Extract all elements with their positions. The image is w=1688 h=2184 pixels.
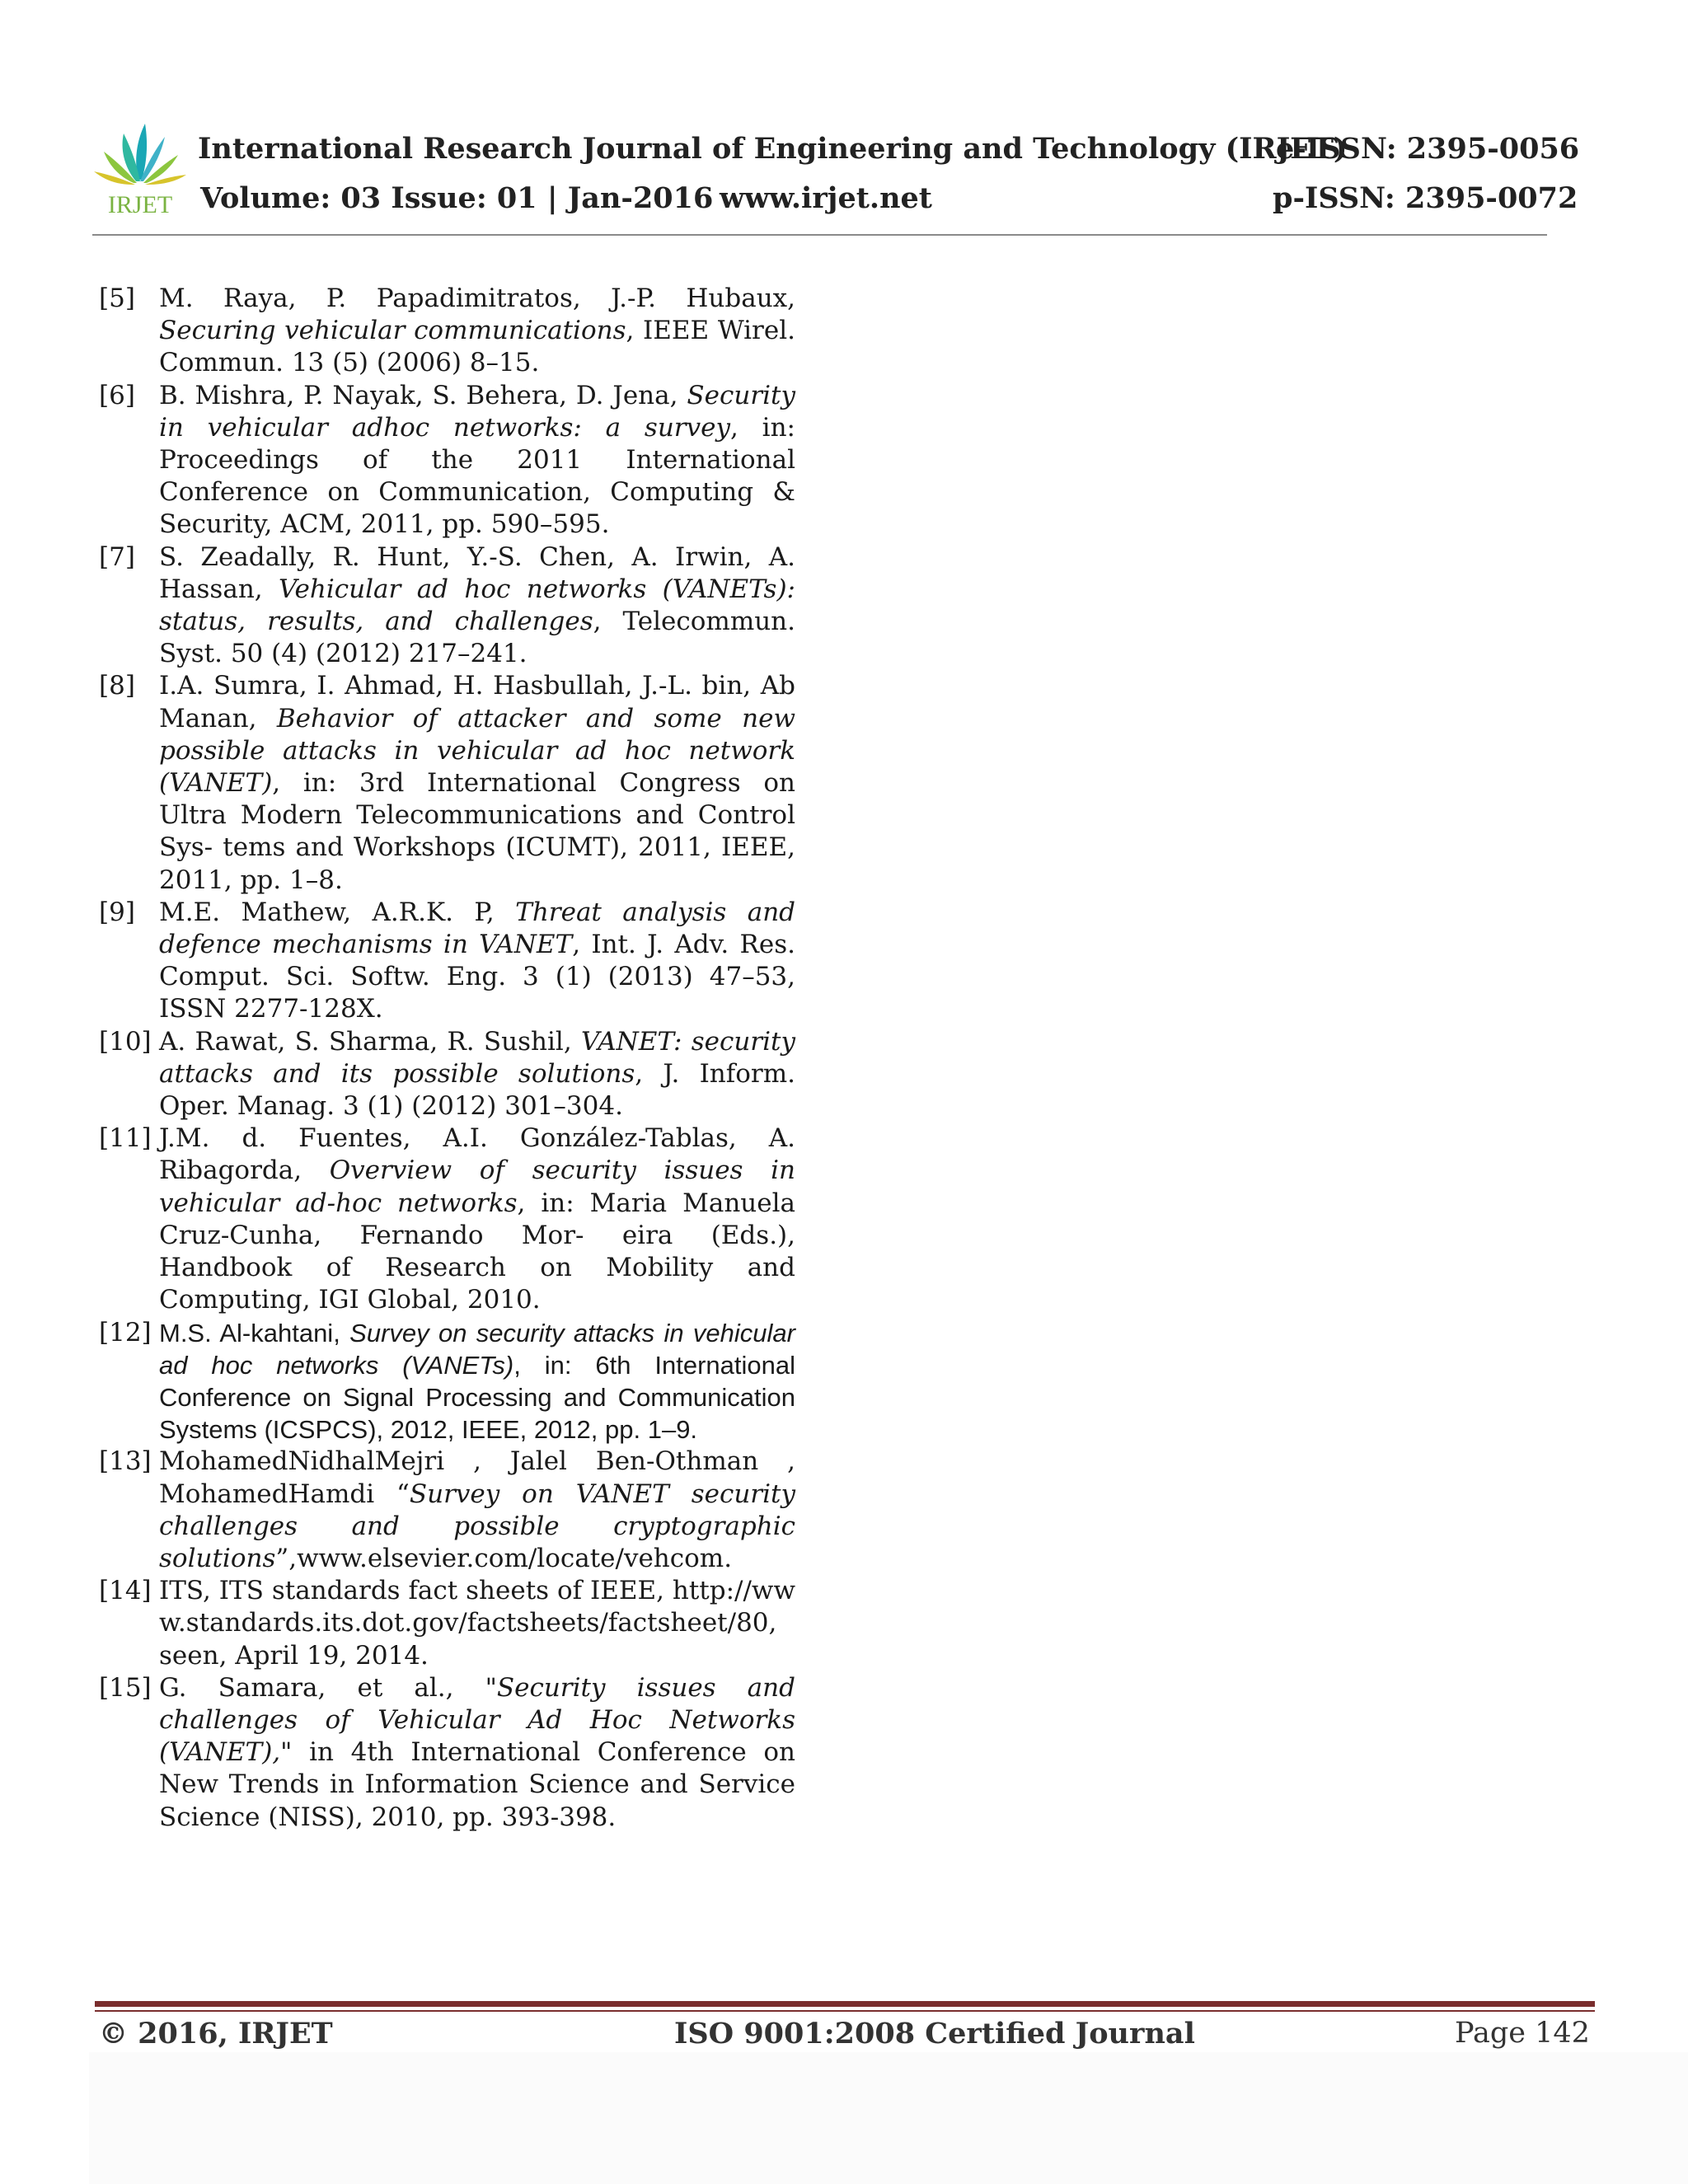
reference-text: M.E. Mathew, A.R.K. P, Threat analysis and defence mechanisms in VANET, Int. J. Adv. Res. Comput. Sci. Softw. Eng. 3 (1) (2013) 47–53, ISSN 2277-128X. xyxy=(159,897,796,1024)
reference-text: MohamedNidhalMejri , Jalel Ben-Othman , MohamedHamdi “Survey on VANET security challenges and possible cryptographic solutions”,www.elsevier.com/locate/vehcom. xyxy=(159,1446,795,1573)
reference-text: B. Mishra, P. Nayak, S. Behera, D. Jena, Security in vehicular adhoc networks: a survey, in: Proceedings of the 2011 International Conference on Communication, Computing & Security, ACM, 2011, pp. 590–595. xyxy=(159,380,795,540)
logo-wordmark: IRJET xyxy=(107,191,173,218)
reference-text: J.M. d. Fuentes, A.I. González-Tablas, A. Ribagorda, Overview of security issues in vehicular ad-hoc networks, in: Maria Manuela Cruz-Cunha, Fernando Mor- eira (Eds.), Handbook of Research on Mobility and Computing, IGI Global, 2010. xyxy=(159,1123,796,1315)
reference-text: I.A. Sumra, I. Ahmad, H. Hasbullah, J.-L. bin, Ab Manan, Behavior of attacker and some new possible attacks in vehicular ad hoc network (VANET), in: 3rd International Congress on Ultra Modern Telecommunications and Control Sys- tems and Workshops (ICUMT), 2011, IEEE, 2011, pp. 1–8. xyxy=(159,671,795,895)
footer-divider-thick xyxy=(95,2001,1595,2007)
reference-number: [11] xyxy=(99,1123,152,1154)
reference-number: [13] xyxy=(99,1446,152,1477)
eissn: e-ISSN: 2395-0056 xyxy=(1276,132,1580,166)
reference-text: M. Raya, P. Papadimitratos, J.-P. Hubaux, Securing vehicular communications, IEEE Wirel. Commun. 13 (5) (2006) 8–15. xyxy=(159,284,795,378)
irjet-logo-icon xyxy=(91,115,190,218)
reference-number: [8] xyxy=(99,671,135,701)
volume-issue: Volume: 03 Issue: 01 | Jan-2016 xyxy=(200,181,714,215)
reference-number: [6] xyxy=(99,380,135,410)
certification: ISO 9001:2008 Certified Journal xyxy=(674,2017,1195,2050)
reference-number: [10] xyxy=(99,1026,152,1057)
reference-number: [5] xyxy=(99,284,135,313)
journal-website[interactable]: www.irjet.net xyxy=(720,181,932,215)
reference-number: [14] xyxy=(99,1576,152,1606)
reference-item xyxy=(99,897,795,1026)
reference-item xyxy=(99,670,795,896)
irjet-logo xyxy=(91,115,190,218)
reference-item xyxy=(99,1317,795,1446)
reference-item xyxy=(99,380,795,541)
reference-text: ITS, ITS standards fact sheets of IEEE, http://www.standards.its.dot.gov/factsheets/factsheet/80, seen, April 19, 2014. xyxy=(159,1576,795,1671)
reference-list xyxy=(99,283,795,1834)
reference-text: A. Rawat, S. Sharma, R. Sushil, VANET: security attacks and its possible solutions, J. Inform. Oper. Manag. 3 (1) (2012) 301–304. xyxy=(159,1026,795,1122)
pissn: p-ISSN: 2395-0072 xyxy=(1273,181,1578,215)
reference-number: [12] xyxy=(99,1317,152,1347)
reference-text: G. Samara, et al., "Security issues and challenges of Vehicular Ad Hoc Networks (VANET)," in 4th International Conference on New Trends in Information Science and Service Science (NISS), 2010, pp. 393-398. xyxy=(159,1672,795,1832)
reference-item xyxy=(99,541,795,671)
reference-item xyxy=(99,1575,795,1672)
reference-item xyxy=(99,1122,795,1316)
copyright: © 2016, IRJET xyxy=(99,2017,333,2050)
reference-item xyxy=(99,283,795,380)
header-divider xyxy=(92,234,1547,236)
footer-divider-thin xyxy=(95,2010,1595,2012)
reference-number: [7] xyxy=(99,541,135,572)
reference-text: M.S. Al-kahtani, Survey on security attacks in vehicular ad hoc networks (VANETs), in: 6th International Conference on Signal Processing and Communication Systems (ICSPCS), 2012, IEEE, 2012, pp. 1–9. xyxy=(159,1318,795,1445)
page-number: Page 142 xyxy=(1455,2017,1590,2050)
reference-item xyxy=(99,1446,795,1575)
reference-text: S. Zeadally, R. Hunt, Y.-S. Chen, A. Irwin, A. Hassan, Vehicular ad hoc networks (VANETs): status, results, and challenges, Telecommun. Syst. 50 (4) (2012) 217–241. xyxy=(159,541,796,669)
reference-item xyxy=(99,1672,795,1834)
reference-number: [15] xyxy=(99,1672,152,1703)
footer-background xyxy=(89,2052,1688,2184)
journal-title: International Research Journal of Engineering and Technology (IRJET) xyxy=(198,132,1348,166)
reference-number: [9] xyxy=(99,897,135,927)
reference-item xyxy=(99,1026,795,1123)
